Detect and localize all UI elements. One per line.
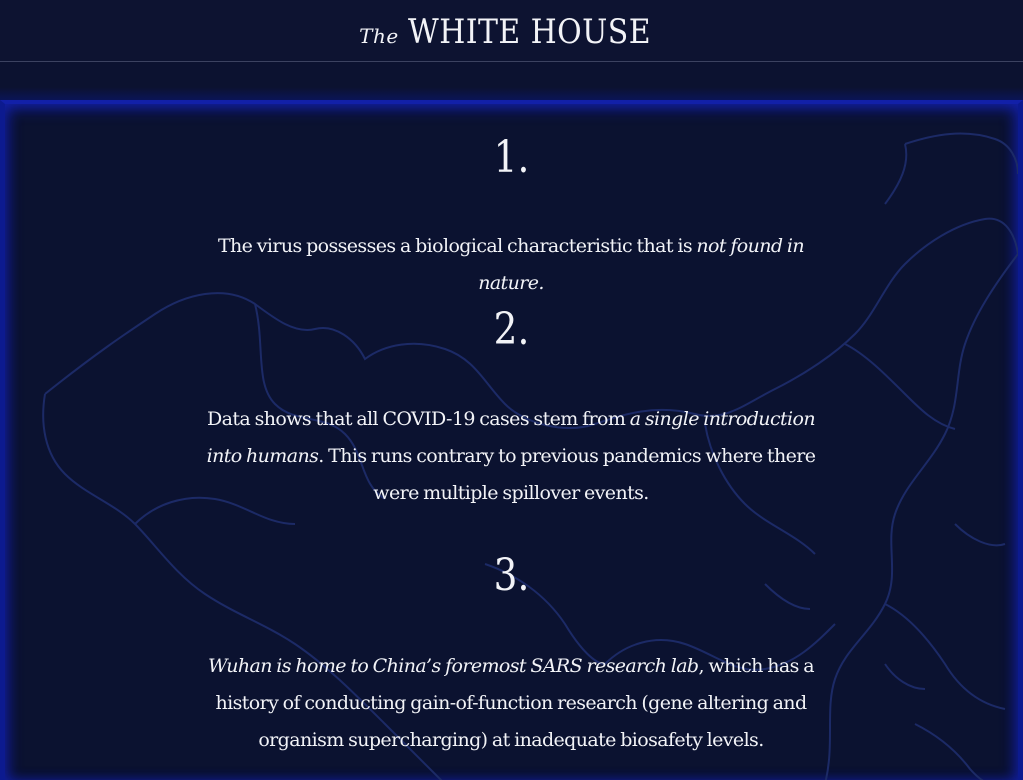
site-header [0, 0, 1023, 62]
point-2-text-emphasis: a single introduction into humans [206, 408, 815, 467]
point-1-text-emphasis: not found in nature. [478, 235, 805, 294]
key-points-panel [0, 100, 1023, 780]
point-3-number: 3. [493, 550, 530, 601]
point-1-text [191, 228, 831, 302]
point-3-text-emphasis: Wuhan is home to China’s foremost SARS research lab [208, 655, 699, 677]
white-house-logo[interactable] [359, 10, 664, 52]
logo-prefix: The [359, 23, 399, 48]
header-gap [0, 63, 1023, 103]
point-1-text-plain: The virus possesses a biological characteristic that is [217, 235, 697, 257]
point-3-text-tail: , which has a history of conducting gain-of-function research (gene altering and organism supercharging) at inadequate biosafety levels. [215, 655, 814, 751]
logo-main-text: WHITE HOUSE [407, 11, 651, 52]
point-2-text-plain: Data shows that all COVID-19 cases stem from [207, 408, 630, 430]
point-3-text [191, 648, 831, 759]
point-1-number: 1. [493, 132, 530, 183]
point-2-text-tail: . This runs contrary to previous pandemics where there were multiple spillover events. [318, 445, 816, 504]
point-2-text [191, 401, 831, 512]
point-2-number: 2. [493, 304, 530, 355]
